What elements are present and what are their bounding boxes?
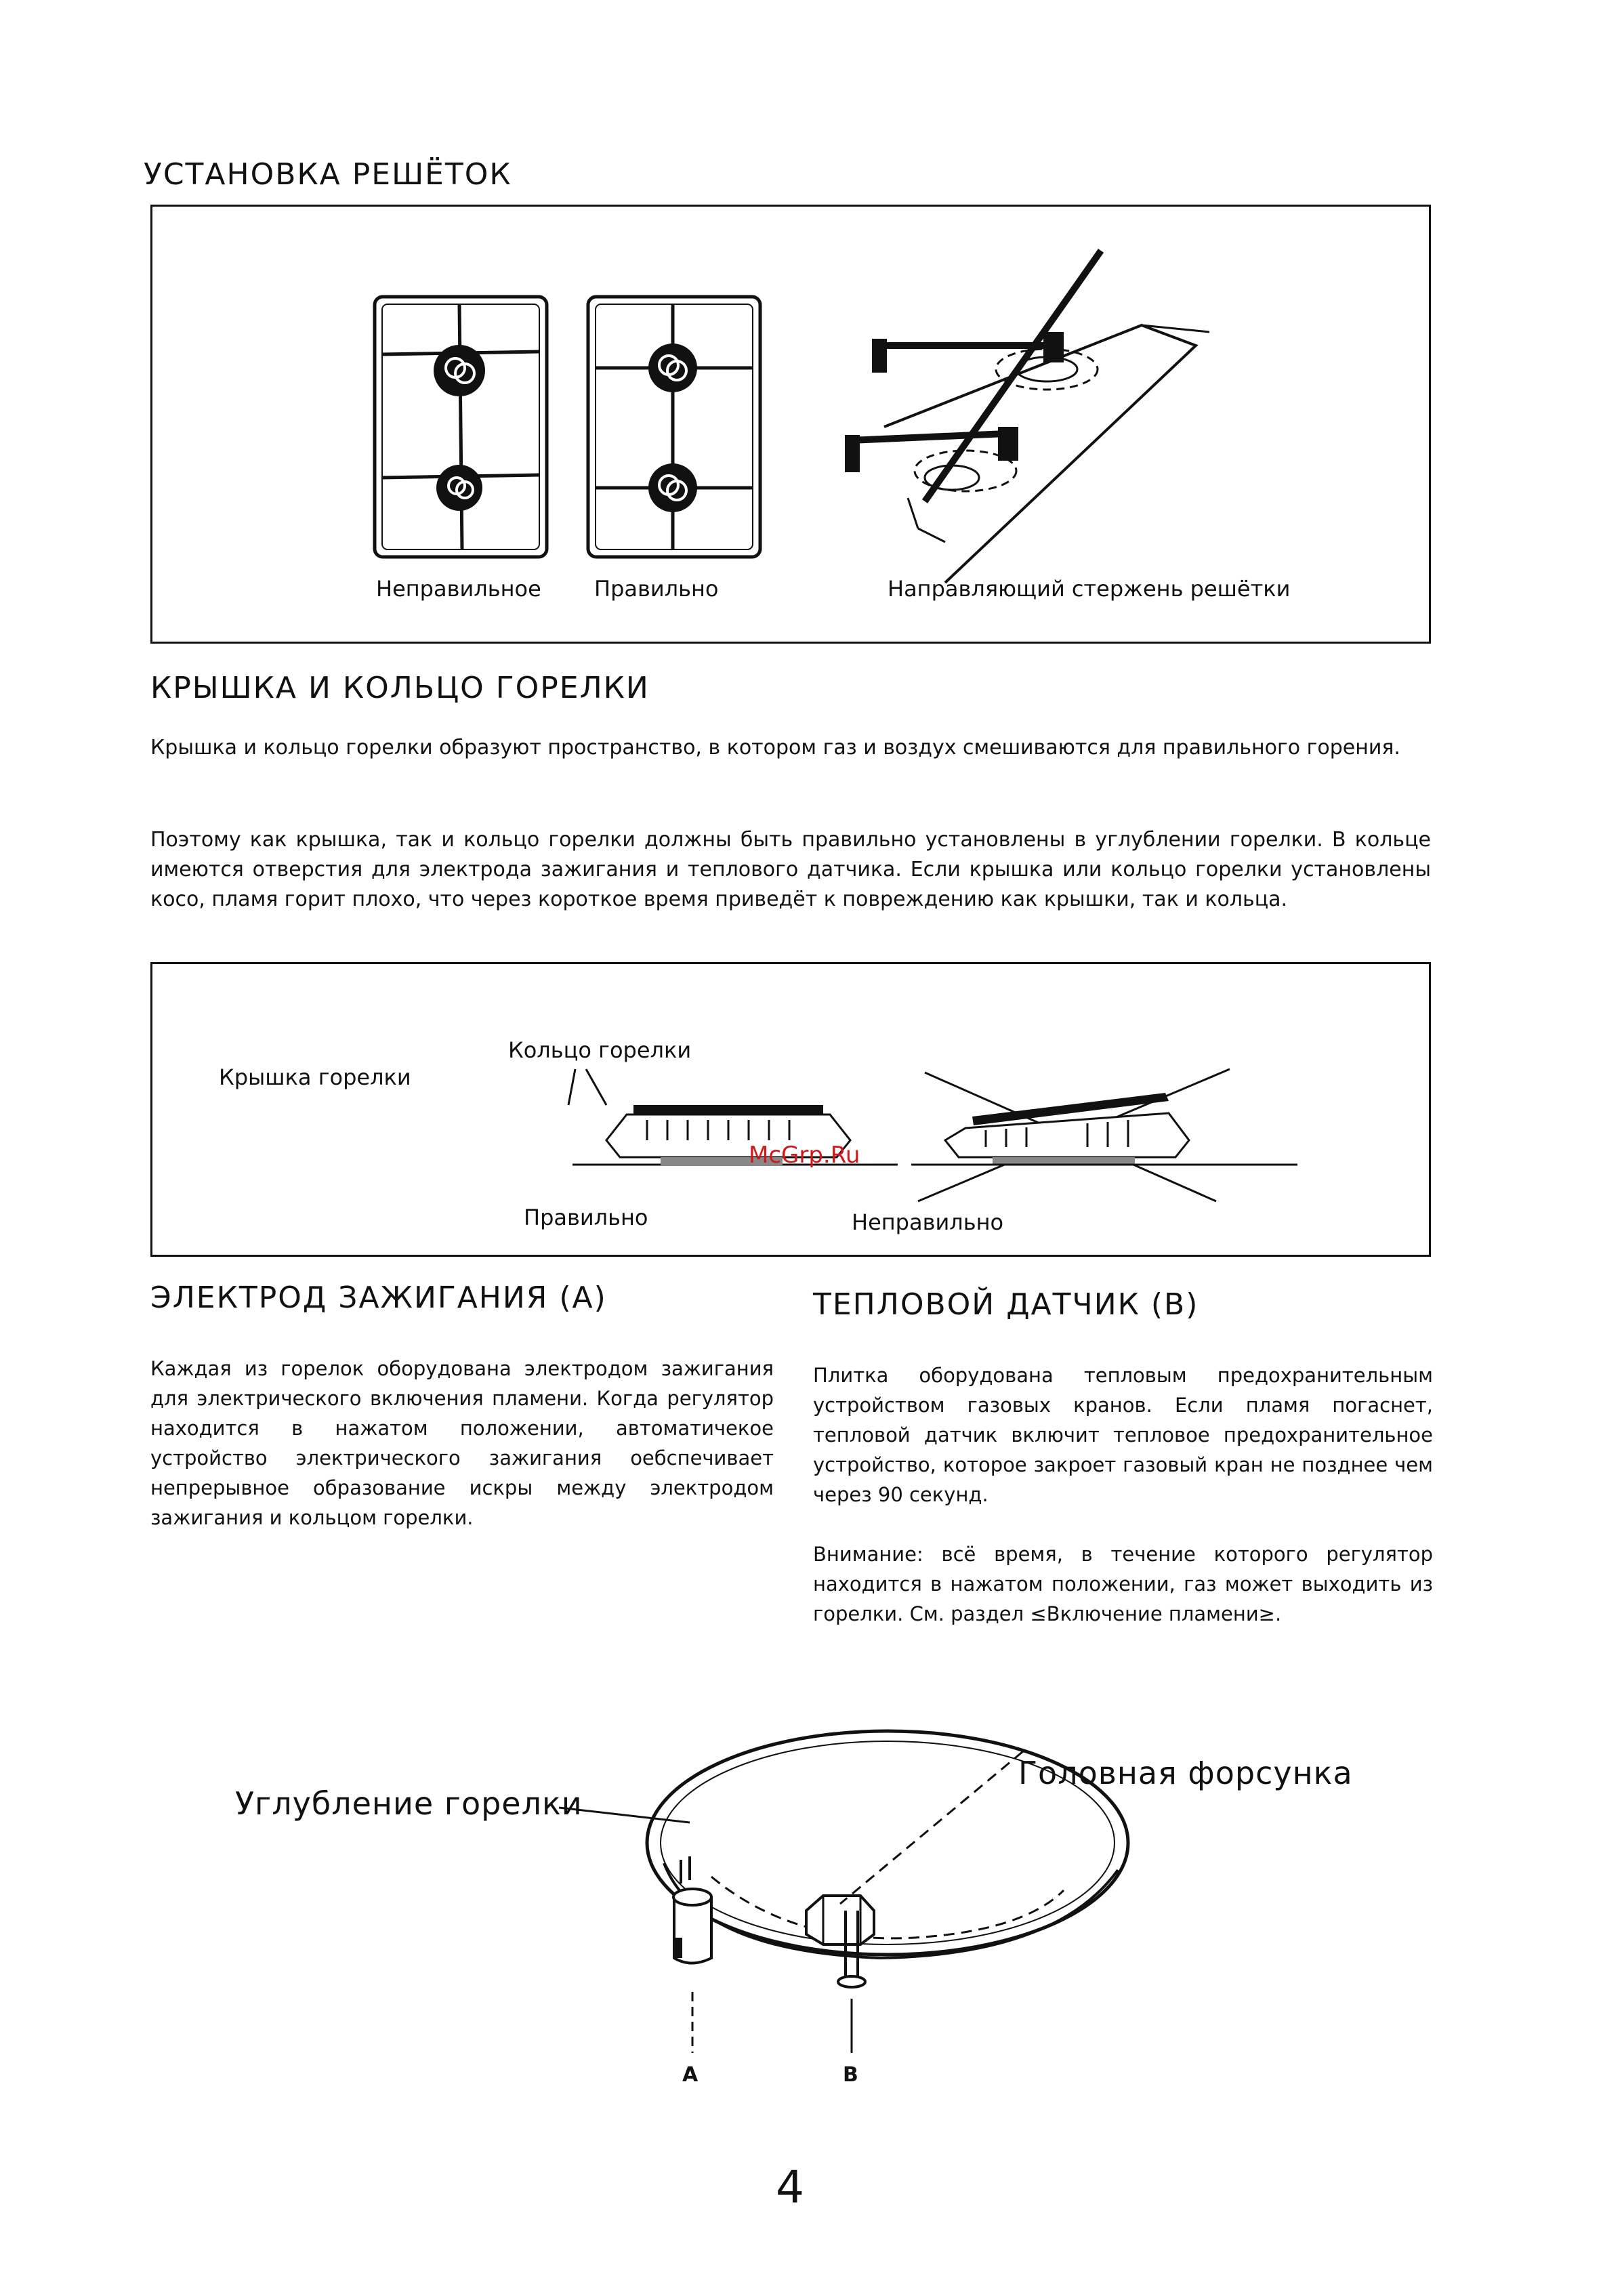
cap-label: Крышка горелки [219, 1064, 411, 1090]
grate-right-caption: Правильно [594, 576, 719, 602]
grate-wrong-illustration [373, 295, 549, 559]
cap-ring-paragraph-2: Поэтому как крышка, так и кольцо горелки должны быть правильно установлены в углублении горелки. В кольце имеются отверстия для электрода зажигания и теплового датчика. Если крышка или кольцо горелки установлены косо, пламя горит плохо, что через короткое время приведёт к повреждению как крышки, так и кольца. [150, 828, 1431, 911]
grate-guide-caption: Направляющий стержень решётки [888, 576, 1291, 602]
cap-ring-title: КРЫШКА И КОЛЬЦО ГОРЕЛКИ [150, 671, 650, 705]
label-a: A [682, 2063, 699, 2087]
electrode-title: ЭЛЕКТРОД ЗАЖИГАНИЯ (А) [150, 1281, 607, 1315]
recess-label: Углубление горелки [235, 1785, 583, 1822]
grate-wrong-caption: Неправильное [376, 576, 541, 602]
grates-title: УСТАНОВКА РЕШЁТОК [144, 157, 512, 192]
ring-label: Кольцо горелки [508, 1037, 692, 1063]
page-number: 4 [776, 2161, 804, 2213]
cap-ring-wrong-caption: Неправильно [852, 1209, 1004, 1235]
grate-right-illustration [586, 295, 762, 559]
sensor-title: ТЕПЛОВОЙ ДАТЧИК (В) [813, 1287, 1199, 1322]
injector-label: Головная форсунка [1018, 1755, 1353, 1791]
sensor-text: Плитка оборудована тепловым предохранительным устройством газовых кранов. Если пламя погаснет, тепловой датчик включит тепловое предохранительное устройство, которое закроет газовый кран не позднее чем через 90 секунд. [813, 1364, 1433, 1506]
cap-ring-paragraph-1: Крышка и кольцо горелки образуют пространство, в котором газ и воздух смешиваются для правильного горения. [150, 736, 1400, 759]
grates-figure-box [150, 205, 1431, 644]
sensor-warning: Внимание: всё время, в течение которого регулятор находится в нажатом положении, газ может выходить из горелки. См. раздел ≤Включение пламени≥. [813, 1543, 1433, 1625]
grate-guide-rod-illustration [844, 244, 1223, 583]
watermark: McGrp.Ru [749, 1142, 860, 1169]
cap-ring-figure-box [150, 962, 1431, 1257]
electrode-text: Каждая из горелок оборудована электродом зажигания для электрического включения пламени. Когда регулятор находится в нажатом положении, автоматичекое устройство электрического зажигания оебспечивает непрерывное образование искры между электродом зажигания и кольцом горелки. [150, 1357, 774, 1529]
cap-ring-right-caption: Правильно [524, 1205, 648, 1230]
label-b: B [843, 2063, 858, 2087]
